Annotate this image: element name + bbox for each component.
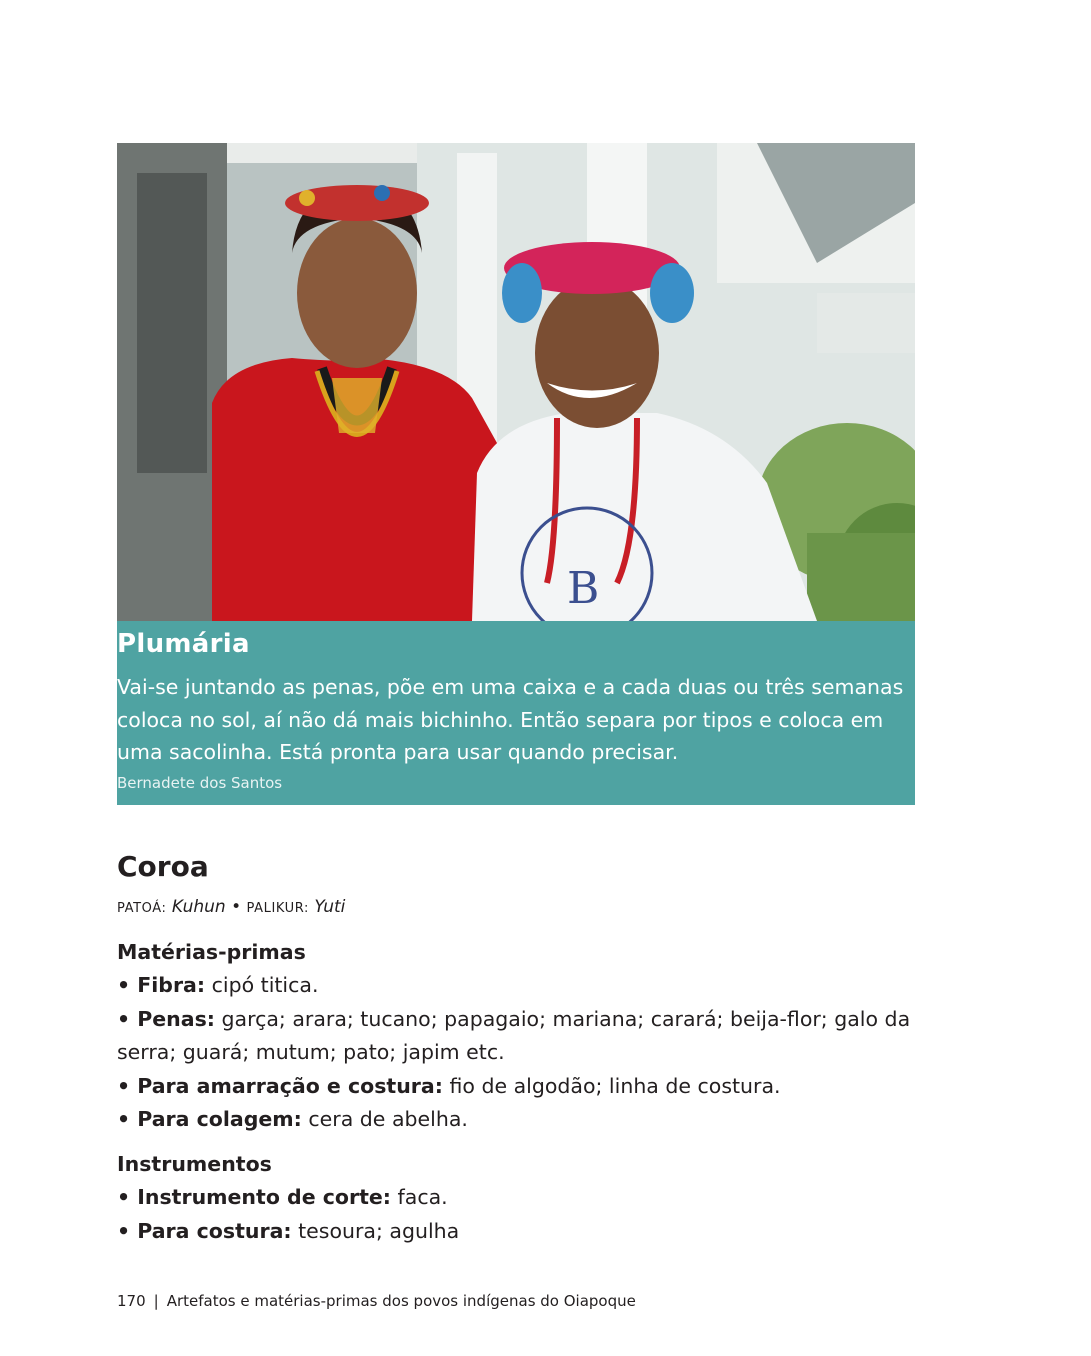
list-item <box>117 1070 917 1104</box>
photo-two-indigenous-women <box>117 143 915 621</box>
item-value: garça; arara; tucano; papagaio; mariana; carará; beija-flor; galo da serra; guará; mutum; pato; japim etc. <box>117 1006 911 1064</box>
list-item <box>117 969 917 1003</box>
list-item <box>117 1215 917 1249</box>
item-value: cera de abelha. <box>308 1107 468 1131</box>
patoa-value: Kuhun <box>171 897 226 917</box>
item-value: faca. <box>397 1185 448 1209</box>
materias-heading: Matérias-primas <box>117 940 306 964</box>
quote-box <box>117 621 915 805</box>
item-label: • Instrumento de corte: <box>117 1185 392 1209</box>
svg-text:B: B <box>567 563 600 614</box>
item-value: fio de algodão; linha de costura. <box>449 1073 781 1098</box>
palikur-label: PALIKUR: <box>246 901 310 916</box>
page-footer <box>117 1292 636 1310</box>
names-bullet: • <box>225 897 247 917</box>
item-value: cipó titica. <box>211 973 319 997</box>
materias-list <box>117 969 917 1137</box>
footer-separator: | <box>153 1292 159 1310</box>
item-label: • Penas: <box>117 1006 215 1031</box>
native-names <box>117 897 345 917</box>
palikur-value: Yuti <box>314 897 346 917</box>
book-title: Artefatos e matérias-primas dos povos indígenas do Oiapoque <box>166 1292 636 1310</box>
item-value: tesoura; agulha <box>298 1218 460 1243</box>
item-label: • Para colagem: <box>117 1107 302 1131</box>
page-number: 170 <box>117 1292 146 1310</box>
item-label: • Para amarração e costura: <box>117 1073 443 1098</box>
instrumentos-heading: Instrumentos <box>117 1152 272 1176</box>
section-title: Coroa <box>117 850 209 883</box>
photo-illustration <box>117 143 915 621</box>
quote-text: Vai-se juntando as penas, põe em uma caixa e a cada duas ou três semanas coloca no sol, aí não dá mais bichinho. Então separa por tipos e coloca em uma sacolinha. Está pronta para usar quando precisar. <box>117 675 904 764</box>
instrumentos-list <box>117 1181 917 1248</box>
list-item <box>117 1181 917 1215</box>
patoa-label: PATOÁ: <box>117 901 167 916</box>
item-label: • Para costura: <box>117 1218 292 1243</box>
quote-author: Bernadete dos Santos <box>117 774 283 792</box>
list-item <box>117 1003 917 1070</box>
item-label: • Fibra: <box>117 973 206 997</box>
list-item <box>117 1103 917 1137</box>
quote-title: Plumária <box>117 629 250 659</box>
